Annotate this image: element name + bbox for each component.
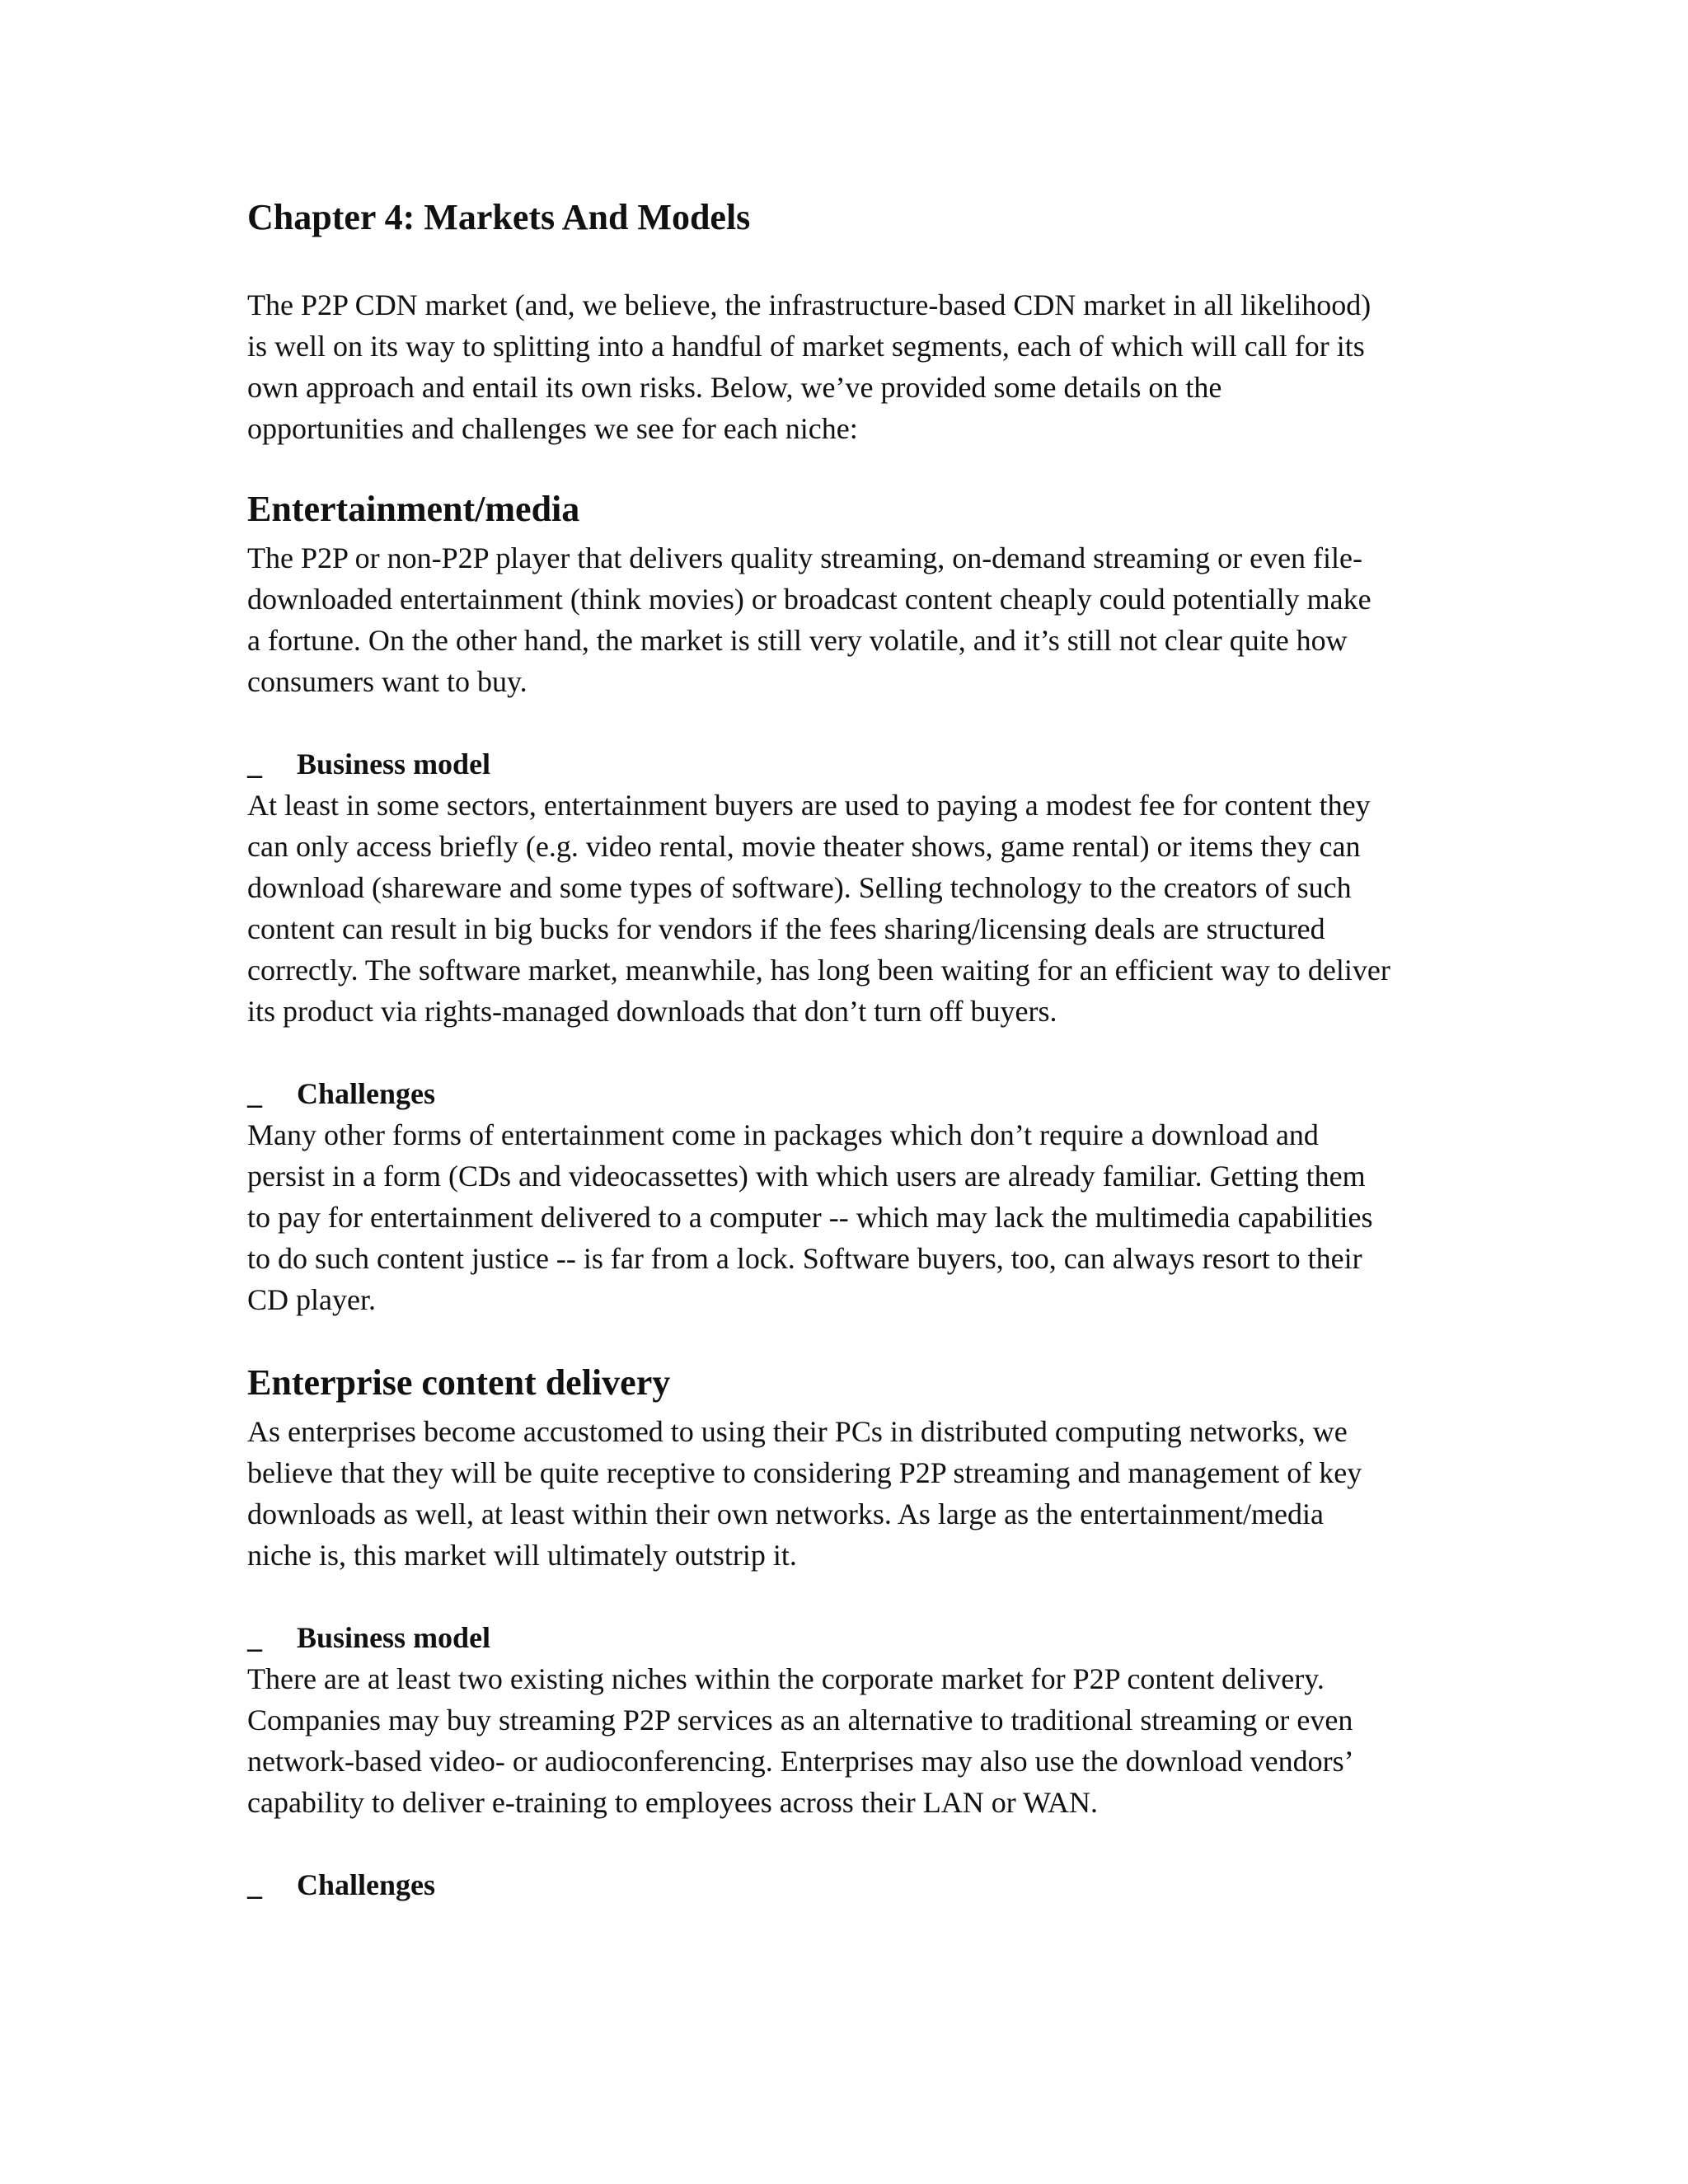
entertainment-media-paragraph — [247, 537, 1467, 702]
subheading-label: Challenges — [297, 1868, 436, 1901]
paragraph-line: niche is, this market will ultimately outstrip it. — [247, 1539, 797, 1572]
paragraph-line: is well on its way to splitting into a handful of market segments, each of which will call for its — [247, 330, 1365, 363]
entertainment-business-model-paragraph — [247, 785, 1467, 1032]
paragraph-line: There are at least two existing niches within the corporate market for P2P content delivery. — [247, 1662, 1325, 1695]
paragraph-line: consumers want to buy. — [247, 665, 528, 698]
paragraph-line: to do such content justice -- is far from a lock. Software buyers, too, can always resort to their — [247, 1242, 1362, 1275]
subheading-label: Business model — [297, 1621, 491, 1654]
paragraph-line: correctly. The software market, meanwhile, has long been waiting for an efficient way to deliver — [247, 954, 1390, 987]
paragraph-line: to pay for entertainment delivered to a computer -- which may lack the multimedia capabilities — [247, 1201, 1373, 1234]
paragraph-line: believe that they will be quite receptive to considering P2P streaming and management of key — [247, 1456, 1362, 1489]
bullet-marker: _ — [247, 1621, 262, 1654]
paragraph-line: As enterprises become accustomed to using their PCs in distributed computing networks, we — [247, 1415, 1348, 1448]
paragraph-line: downloaded entertainment (think movies) or broadcast content cheaply could potentially make — [247, 583, 1372, 616]
paragraph-line: its product via rights-managed downloads that don’t turn off buyers. — [247, 995, 1057, 1028]
intro-paragraph — [247, 284, 1467, 449]
paragraph-line: The P2P or non-P2P player that delivers quality streaming, on-demand streaming or even file- — [247, 541, 1363, 574]
paragraph-line: own approach and entail its own risks. Below, we’ve provided some details on the — [247, 371, 1222, 404]
subheading-label: Business model — [297, 748, 491, 780]
bullet-marker: _ — [247, 748, 262, 780]
subheading-business-model — [247, 1617, 490, 1658]
subheading-business-model — [247, 743, 490, 785]
paragraph-line: network-based video- or audioconferencing. Enterprises may also use the download vendors’ — [247, 1745, 1354, 1778]
section-heading-entertainment-media: Entertainment/media — [247, 489, 580, 529]
paragraph-line: The P2P CDN market (and, we believe, the infrastructure-based CDN market in all likelihood) — [247, 288, 1372, 321]
chapter-title: Chapter 4: Markets And Models — [247, 197, 751, 237]
paragraph-line: Many other forms of entertainment come in packages which don’t require a download and — [247, 1118, 1319, 1151]
paragraph-line: downloads as well, at least within their own networks. As large as the entertainment/media — [247, 1497, 1325, 1530]
bullet-marker: _ — [247, 1077, 262, 1110]
paragraph-line: capability to deliver e-training to employees across their LAN or WAN. — [247, 1786, 1099, 1819]
paragraph-line: a fortune. On the other hand, the market is still very volatile, and it’s still not clear quite how — [247, 624, 1348, 657]
paragraph-line: content can result in big bucks for vendors if the fees sharing/licensing deals are structured — [247, 912, 1325, 945]
paragraph-line: At least in some sectors, entertainment buyers are used to paying a modest fee for content they — [247, 789, 1371, 822]
subheading-label: Challenges — [297, 1077, 436, 1110]
paragraph-line: can only access briefly (e.g. video rental, movie theater shows, game rental) or items they can — [247, 830, 1361, 863]
bullet-marker: _ — [247, 1868, 262, 1901]
paragraph-line: opportunities and challenges we see for each niche: — [247, 412, 858, 445]
paragraph-line: Companies may buy streaming P2P services as an alternative to traditional streaming or even — [247, 1704, 1353, 1736]
subheading-challenges — [247, 1864, 435, 1905]
subheading-challenges — [247, 1073, 435, 1114]
entertainment-challenges-paragraph — [247, 1114, 1467, 1320]
paragraph-line: persist in a form (CDs and videocassettes) with which users are already familiar. Getting them — [247, 1160, 1366, 1193]
paragraph-line: CD player. — [247, 1283, 376, 1316]
section-heading-enterprise-content-delivery: Enterprise content delivery — [247, 1362, 671, 1403]
enterprise-paragraph — [247, 1411, 1467, 1576]
paragraph-line: download (shareware and some types of software). Selling technology to the creators of such — [247, 871, 1352, 904]
enterprise-business-model-paragraph — [247, 1658, 1467, 1823]
